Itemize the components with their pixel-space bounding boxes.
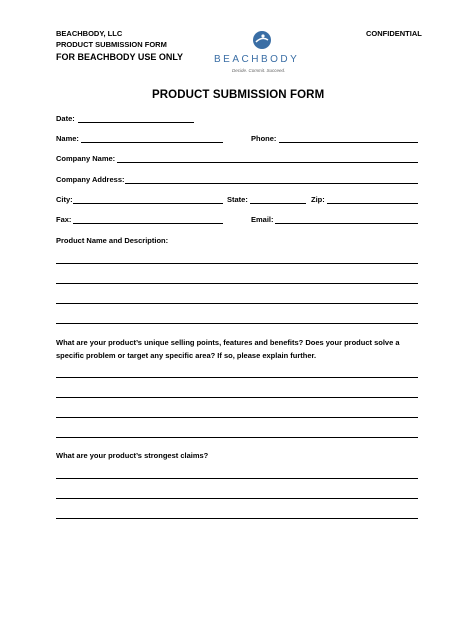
claims-question: What are your product’s strongest claims? <box>56 451 209 460</box>
selling-points-line[interactable] <box>56 437 418 438</box>
selling-points-question-line2: specific problem or target any specific area? If so, please explain further. <box>56 351 317 360</box>
internal-use-label: FOR BEACHBODY USE ONLY <box>56 52 184 62</box>
logo-tagline: Decide. Commit. Succeed. <box>232 68 286 73</box>
beachbody-logo <box>214 30 310 80</box>
phone-field[interactable] <box>279 142 418 143</box>
state-field[interactable] <box>250 203 306 204</box>
selling-points-line[interactable] <box>56 377 418 378</box>
name-field[interactable] <box>81 142 223 143</box>
phone-label: Phone: <box>251 134 277 143</box>
product-description-label: Product Name and Description: <box>56 236 169 245</box>
fax-label: Fax: <box>56 215 72 224</box>
selling-points-question-line1: What are your product’s unique selling points, features and benefits? Does your product solve a <box>56 338 400 347</box>
logo-emblem-icon <box>252 30 272 50</box>
fax-field[interactable] <box>73 223 223 224</box>
header-form-name: PRODUCT SUBMISSION FORM <box>56 40 167 49</box>
email-label: Email: <box>251 215 274 224</box>
selling-points-line[interactable] <box>56 417 418 418</box>
city-field[interactable] <box>73 203 223 204</box>
logo-brand-text: BEACHBODY <box>214 54 300 65</box>
product-description-line[interactable] <box>56 283 418 284</box>
product-description-line[interactable] <box>56 303 418 304</box>
company-address-field[interactable] <box>125 183 418 184</box>
company-name-label: Company Name: <box>56 154 116 163</box>
confidential-label: CONFIDENTIAL <box>366 29 422 38</box>
email-field[interactable] <box>275 223 418 224</box>
claims-line[interactable] <box>56 498 418 499</box>
page-title: PRODUCT SUBMISSION FORM <box>152 89 325 101</box>
claims-line[interactable] <box>56 478 418 479</box>
company-name: BEACHBODY, LLC <box>56 29 123 38</box>
selling-points-line[interactable] <box>56 397 418 398</box>
company-address-label: Company Address: <box>56 175 125 184</box>
date-field[interactable] <box>78 122 194 123</box>
state-label: State: <box>227 195 248 204</box>
zip-label: Zip: <box>311 195 325 204</box>
product-description-line[interactable] <box>56 323 418 324</box>
claims-line[interactable] <box>56 518 418 519</box>
company-name-field[interactable] <box>117 162 418 163</box>
selling-points-question <box>56 336 426 362</box>
product-description-line[interactable] <box>56 263 418 264</box>
date-label: Date: <box>56 114 75 123</box>
zip-field[interactable] <box>327 203 418 204</box>
city-label: City: <box>56 195 73 204</box>
name-label: Name: <box>56 134 79 143</box>
